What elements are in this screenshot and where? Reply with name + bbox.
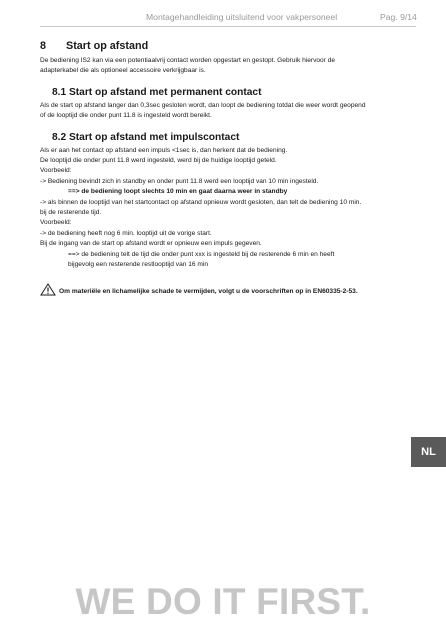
paragraph-line: of de looptijd die onder punt 11.8 is ingesteld wordt bereikt. — [40, 112, 212, 120]
paragraph-line: -> Bediening bevindt zich in standby en onder punt 11.8 werd een looptijd van 10 min ingesteld. — [40, 177, 319, 185]
section-number: 8 — [40, 40, 47, 52]
paragraph-line: Voorbeeld: — [40, 167, 72, 175]
paragraph-line: Als er aan het contact op afstand een impuls <1sec is, dan herkent dat de bediening. — [40, 146, 288, 154]
warning-text: Om materiële en lichamelijke schade te vermijden, volgt u de voorschriften op in EN60335-2-53. — [59, 288, 358, 295]
indented-line: bijgevolg een resterende restlooptijd van 16 min — [68, 261, 209, 269]
slogan: WE DO IT FIRST. — [75, 581, 371, 622]
language-tab: NL — [411, 437, 446, 467]
paragraph-line: Bij de ingang van de start op afstand wordt er opnieuw een impuls gegeven. — [40, 240, 262, 248]
section-8-2-heading: 8.2 Start op afstand met impulscontact — [52, 131, 240, 143]
document-title: Montagehandleiding uitsluitend voor vakpersoneel — [146, 12, 338, 22]
paragraph-line: Voorbeeld: — [40, 219, 72, 227]
paragraph-line: -> de bediening heeft nog 6 min. looptijd uit de vorige start. — [40, 229, 212, 237]
page-number: Pag. 9/14 — [380, 12, 417, 22]
header-divider — [40, 26, 416, 27]
section-8-heading — [40, 40, 416, 52]
paragraph-line: adapterkabel die als optioneel accessoire verkrijgbaar is. — [40, 67, 206, 75]
document-body — [40, 40, 416, 271]
warning-triangle-icon — [40, 283, 56, 296]
warning-notice — [40, 283, 416, 296]
indented-line: ==> de bediening telt de tijd die onder punt xxx is ingesteld bij de resterende 6 min en heeft — [68, 250, 335, 258]
paragraph-line: De bediening IS2 kan via een potentiaalvrij contact worden opgestart en gestopt. Gebruik hiervoor de — [40, 57, 336, 64]
paragraph-line: -> als binnen de looptijd van het startcontact op afstand opnieuw wordt gesloten, dan telt de bediening 10 min. — [40, 198, 362, 206]
emphasis-line: ==> de bediening loopt slechts 10 min en gaat daarna weer in standby — [68, 188, 288, 196]
paragraph-line: De looptijd die onder punt 11.8 werd ingesteld, werd bij de huidige looptijd geteld. — [40, 157, 277, 165]
section-8-1-heading: 8.1 Start op afstand met permanent contact — [52, 86, 262, 98]
section-title: Start op afstand — [66, 40, 149, 52]
paragraph-line: bij de resterende tijd. — [40, 209, 102, 217]
paragraph-line: Als de start op afstand langer dan 0,3sec gesloten wordt, dan loopt de bediening totdat die weer wordt geopend — [40, 101, 366, 109]
